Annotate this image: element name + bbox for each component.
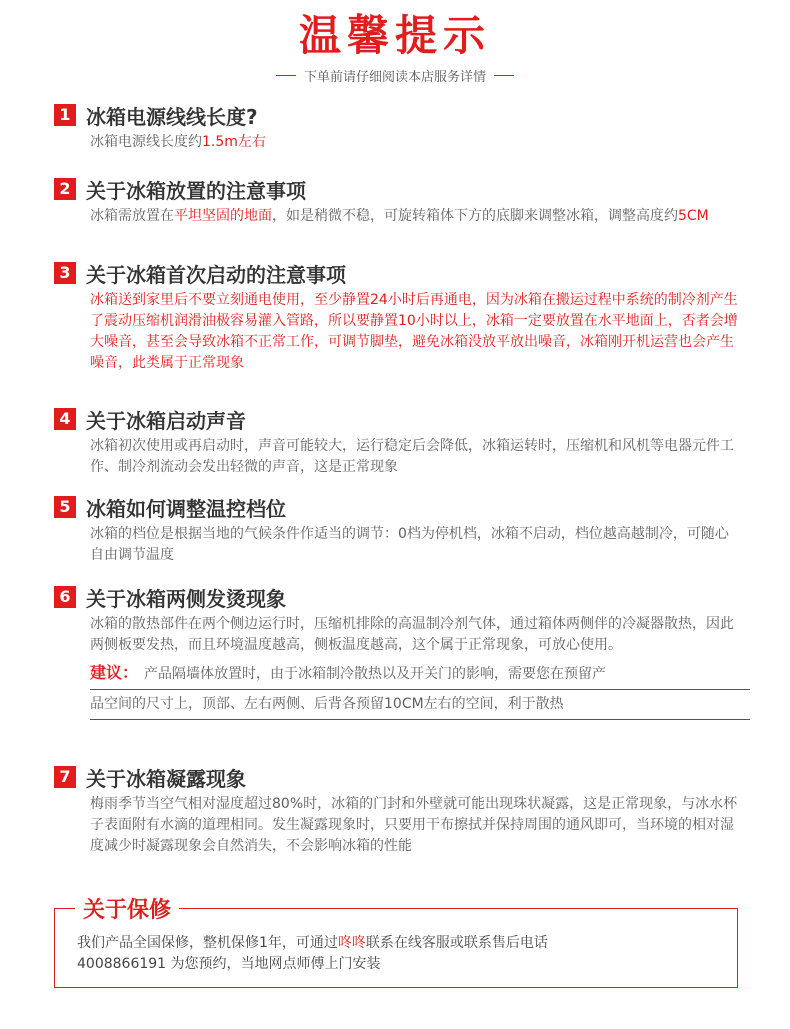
suggestion-label: 建议： — [90, 663, 139, 682]
section-number-badge: 3 — [54, 262, 76, 284]
section-5 — [54, 494, 744, 566]
section-heading — [54, 584, 744, 610]
section-body — [90, 132, 740, 153]
page-subtitle-row — [0, 66, 790, 85]
section-body: 冰箱送到家里后不要立刻通电使用，至少静置24小时后再通电，因为冰箱在搬运过程中系统的制冷剂产生了震动压缩机润滑油极容易灌入管路，所以要静置10小时以上，冰箱一定要放置在水平地面上，否者会增大噪音，甚至会导致冰箱不正常工作，可调节脚垫，避免冰箱没放平放出噪音，冰箱刚开机运营也会产生噪音，此类属于正常现象 — [90, 292, 738, 371]
section-body: 冰箱初次使用或再启动时，声音可能较大，运行稳定后会降低，冰箱运转时，压缩机和风机等电器元件工作、制冷剂流动会发出轻微的声音，这是正常现象 — [90, 438, 734, 475]
page-title: 温馨提示 — [298, 11, 491, 60]
section-4 — [54, 406, 744, 478]
section-heading — [54, 764, 744, 790]
warranty-phone-line: 4008866191 为您预约，当地网点师傅上门安装 — [77, 956, 381, 972]
section-body — [90, 206, 740, 227]
section-number-badge: 1 — [54, 104, 76, 126]
section-title: 冰箱如何调整温控档位 — [86, 496, 286, 521]
section-number-badge: 5 — [54, 496, 76, 518]
warranty-text-part: 联系在线客服或联系售后电话 — [365, 935, 548, 951]
section-heading — [54, 260, 744, 286]
section-body: 冰箱的散热部件在两个侧边运行时，压缩机排除的高温制冷剂气体，通过箱体两侧伴的冷凝器散热，因此两侧板要发热，而且环境温度越高，侧板温度越高，这个属于正常现象，可放心使用。 — [90, 616, 734, 653]
warranty-text-part: 我们产品全国保修，整机保修1年，可通过 — [77, 935, 338, 951]
page-subtitle: 下单前请仔细阅读本店服务详情 — [303, 70, 486, 85]
section-title: 关于冰箱放置的注意事项 — [86, 178, 306, 203]
section-number-badge: 7 — [54, 766, 76, 788]
suggestion-line-2 — [90, 690, 750, 720]
highlight-text: 1.5m左右 — [202, 134, 266, 150]
highlight-text: 5CM — [678, 208, 709, 224]
warranty-highlight: 咚咚 — [337, 935, 366, 951]
body-text: 冰箱需放置在 — [90, 208, 174, 224]
section-2 — [54, 176, 744, 227]
section-6 — [54, 584, 744, 720]
section-body: 冰箱的档位是根据当地的气候条件作适当的调节：0档为停机档，冰箱不启动，档位越高越制冷，可随心自由调节温度 — [90, 526, 729, 563]
section-title: 关于冰箱启动声音 — [86, 408, 246, 433]
section-heading — [54, 102, 744, 128]
subtitle-dash-right — [494, 75, 514, 76]
section-1 — [54, 102, 744, 153]
section-title: 冰箱电源线线长度? — [86, 104, 258, 129]
section-heading — [54, 176, 744, 202]
warranty-text — [77, 933, 727, 975]
section-title: 关于冰箱首次启动的注意事项 — [86, 262, 346, 287]
body-text: 冰箱电源线长度约 — [90, 134, 202, 150]
section-heading — [54, 494, 744, 520]
body-text: ，如是稍微不稳，可旋转箱体下方的底脚来调整冰箱，调整高度约 — [272, 208, 678, 224]
highlight-text: 平坦坚固的地面 — [174, 208, 272, 224]
section-title: 关于冰箱两侧发烫现象 — [86, 586, 286, 611]
subtitle-dash-left — [276, 75, 296, 76]
suggestion-block — [90, 658, 750, 720]
section-7 — [54, 764, 744, 857]
warranty-box — [54, 898, 738, 988]
section-number-badge: 2 — [54, 178, 76, 200]
section-title: 关于冰箱凝露现象 — [86, 766, 246, 791]
section-number-badge: 6 — [54, 586, 76, 608]
section-3 — [54, 260, 744, 374]
page-header — [0, 8, 790, 85]
section-heading — [54, 406, 744, 432]
suggestion-text: 产品隔墙体放置时，由于冰箱制冷散热以及开关门的影响，需要您在预留产 — [144, 666, 607, 682]
suggestion-text: 品空间的尺寸上，顶部、左右两侧、后背各预留10CM左右的空间，利于散热 — [90, 696, 564, 712]
section-body: 梅雨季节当空气相对湿度超过80%时，冰箱的门封和外壁就可能出现珠状凝露，这是正常现象，与冰水杯子表面附有水滴的道理相同。发生凝露现象时，只要用干布擦拭并保持周围的通风即可，当环境的相对湿度减少时凝露现象会自然消失，不会影响冰箱的性能 — [90, 796, 738, 854]
suggestion-line-1 — [90, 658, 750, 690]
warranty-title: 关于保修 — [75, 893, 179, 924]
section-number-badge: 4 — [54, 408, 76, 430]
